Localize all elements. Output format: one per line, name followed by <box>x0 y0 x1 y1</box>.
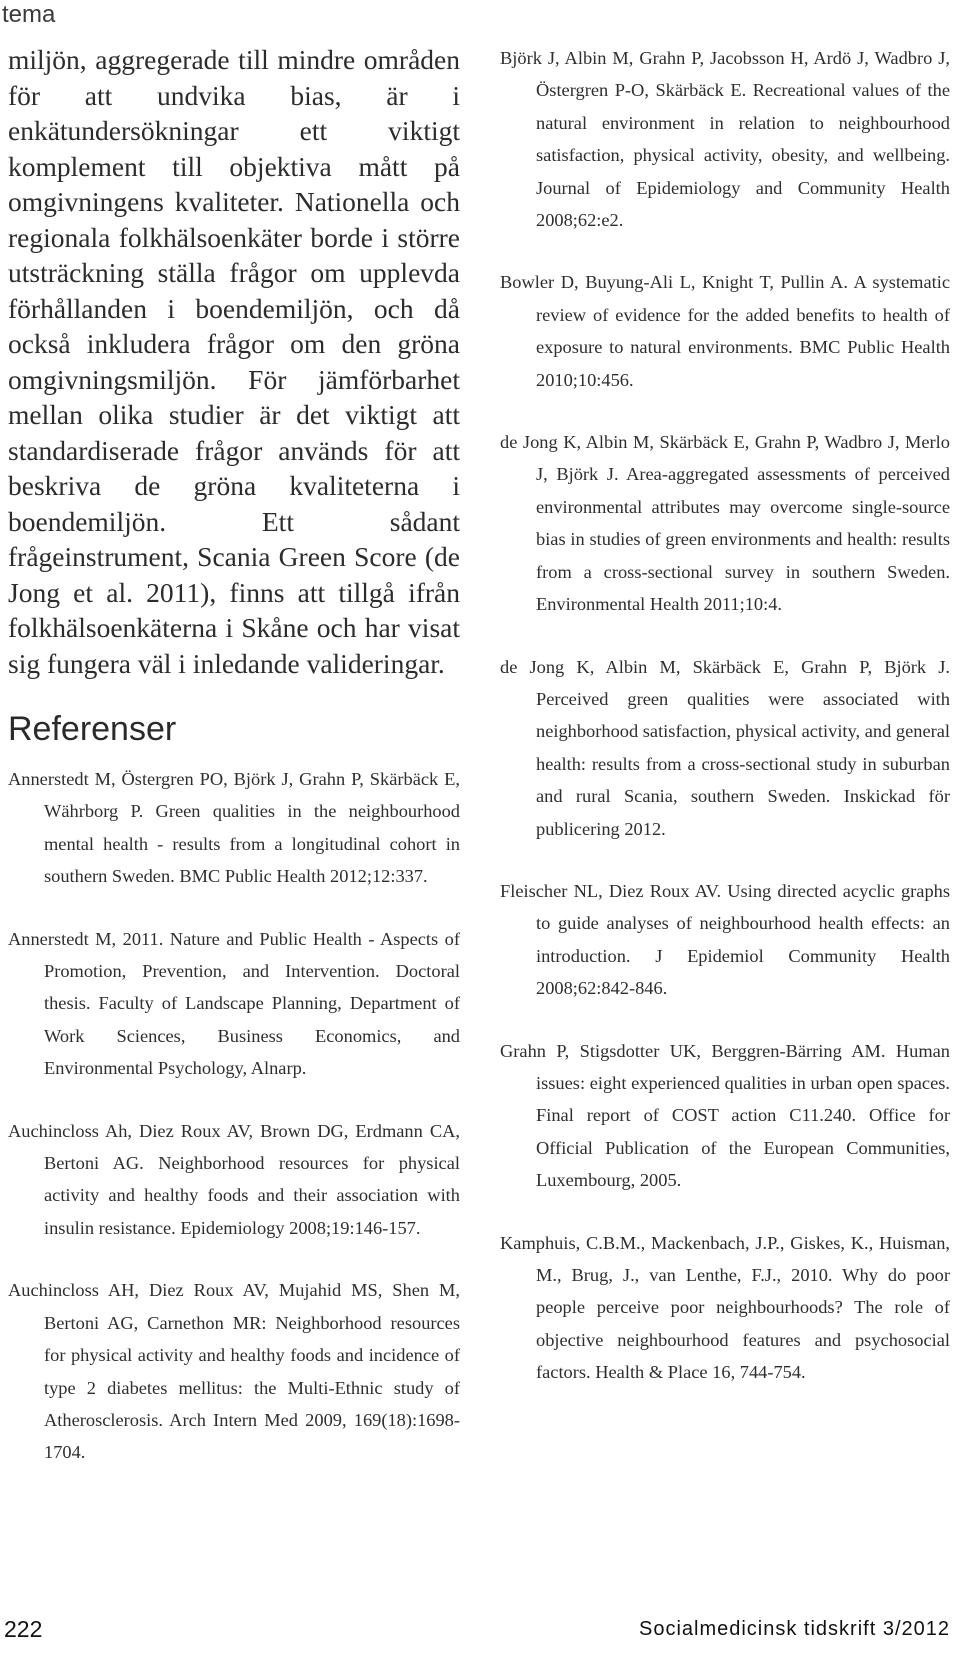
reference-entry: Kamphuis, C.B.M., Mackenbach, J.P., Giskes, K., Huisman, M., Brug, J., van Lenthe, F.J., 2010. Why do poor people perceive poor neighbourhoods? The role of objective neighbourhood features and psychosocial factors. Health & Place 16, 744-754. <box>500 1232 950 1383</box>
reference-entry: Auchincloss AH, Diez Roux AV, Mujahid MS, Shen M, Bertoni AG, Carnethon MR: Neighborhood resources for physical activity and healthy foods and incidence of type 2 diabetes mellitus: the Multi-Ethnic study of Atherosclerosis. Arch Intern Med 2009, 169(18):1698-1704. <box>8 1280 460 1463</box>
reference-entry: Grahn P, Stigsdotter UK, Berggren-Bärring AM. Human issues: eight experienced qualities in urban open spaces. Final report of COST action C11.240. Office for Official Publication of the European Communities, Luxembourg, 2005. <box>500 1040 950 1191</box>
right-column <box>500 42 950 1589</box>
reference-entry: Auchincloss Ah, Diez Roux AV, Brown DG, Erdmann CA, Bertoni AG. Neighborhood resources for physical activity and healthy foods and their association with insulin resistance. Epidemiology 2008;19:146-157. <box>8 1120 460 1238</box>
page-number: 222 <box>4 1616 43 1642</box>
left-column <box>8 42 460 1589</box>
reference-entry: Annerstedt M, Östergren PO, Björk J, Grahn P, Skärbäck E, Währborg P. Green qualities in the neighbourhood mental health - results from a longitudinal cohort in southern Sweden. BMC Public Health 2012;12:337. <box>8 769 460 887</box>
reference-entry: de Jong K, Albin M, Skärbäck E, Grahn P, Björk J. Perceived green qualities were associated with neighborhood satisfaction, physical activity, and general health: results from a cross-sectional study in suburban and rural Scania, southern Sweden. Inskickad för publicering 2012. <box>500 656 950 839</box>
references-heading: Referenser <box>8 710 177 748</box>
section-tag: tema <box>2 1 56 28</box>
reference-entry: Fleischer NL, Diez Roux AV. Using directed acyclic graphs to guide analyses of neighbourhood health effects: an introduction. J Epidemiol Community Health 2008;62:842-846. <box>500 880 950 999</box>
reference-entry: Bowler D, Buyung-Ali L, Knight T, Pullin A. A systematic review of evidence for the added benefits to health of exposure to natural environments. BMC Public Health 2010;10:456. <box>500 272 950 390</box>
intro-paragraph: miljön, aggregerade till mindre områden för att undvika bias, är i enkätundersökningar ett viktigt komplement till objektiva mått på omgivningens kvaliteter. Nationella och regionala folkhälsoenkäter borde i större utsträckning ställa frågor om upplevda förhållanden i boendemiljön, och då också inkludera frågor om den gröna omgivningsmiljön. För jämförbarhet mellan olika studier är det viktigt att standardiserade frågor används för att beskriva de gröna kvaliteterna i boendemiljön. Ett sådant frågeinstrument, Scania Green Score (de Jong et al. 2011), finns att tillgå ifrån folkhälsoenkäterna i Skåne och har visat sig fungera väl i inledande valideringar. <box>8 44 460 679</box>
journal-footer: Socialmedicinsk tidskrift 3/2012 <box>638 1618 950 1640</box>
reference-entry: Björk J, Albin M, Grahn P, Jacobsson H, Ardö J, Wadbro J, Östergren P-O, Skärbäck E. Recreational values of the natural environment in relation to neighbourhood satisfaction, physical activity, obesity, and wellbeing. Journal of Epidemiology and Community Health 2008;62:e2. <box>500 48 950 231</box>
reference-entry: Annerstedt M, 2011. Nature and Public Health - Aspects of Promotion, Prevention, and Intervention. Doctoral thesis. Faculty of Landscape Planning, Department of Work Sciences, Business Economics, and Environmental Psychology, Alnarp. <box>8 928 460 1079</box>
reference-entry: de Jong K, Albin M, Skärbäck E, Grahn P, Wadbro J, Merlo J, Björk J. Area-aggregated assessments of perceived environmental attributes may overcome single-source bias in studies of green environments and health: results from a cross-sectional survey in southern Sweden. Environmental Health 2011;10:4. <box>500 432 950 615</box>
